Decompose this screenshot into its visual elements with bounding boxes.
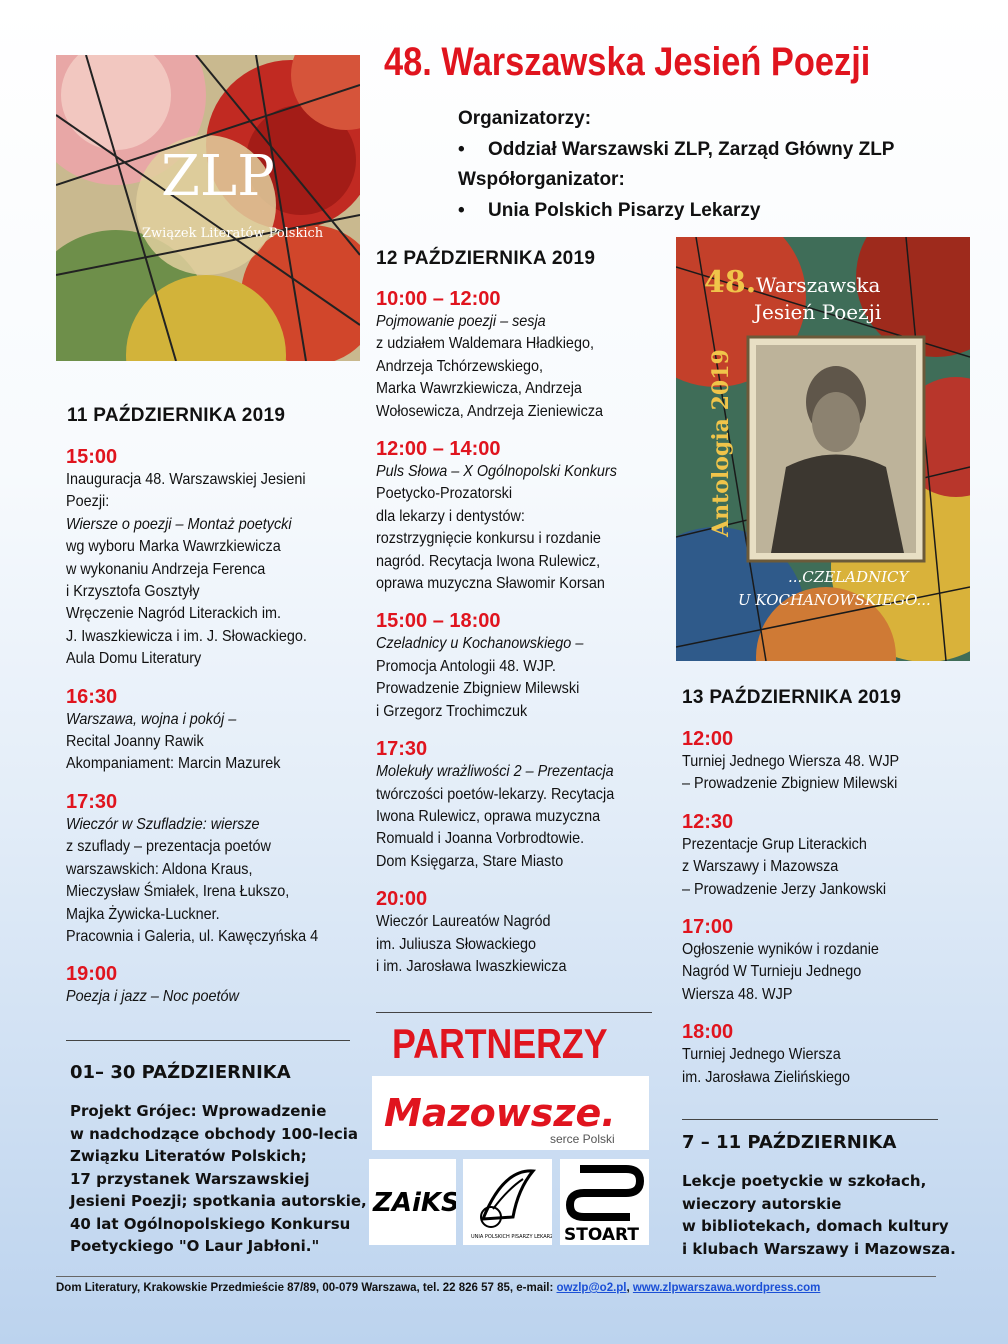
text-line: Ogłoszenie wyników i rozdanie bbox=[682, 941, 879, 959]
day13-time-1: 12:00 bbox=[682, 728, 734, 750]
text-line: im. Jarosława Zielińskiego bbox=[682, 1068, 851, 1086]
text-line: im. Juliusza Słowackiego bbox=[376, 935, 537, 953]
stoart-logo-art bbox=[560, 1159, 649, 1245]
day11-time-2: 16:30 bbox=[66, 685, 118, 708]
anthology-cover bbox=[676, 237, 970, 661]
text-line: Inauguracja 48. Warszawskiej Jesieni bbox=[66, 471, 306, 488]
cover-subtitle-1: ...CZELADNICY bbox=[788, 568, 909, 586]
text-line: Poetyckiego "O Laur Jabłoni." bbox=[70, 1237, 320, 1255]
day11-time-3: 17:30 bbox=[66, 790, 118, 813]
cover-side-text: Antologia 2019 bbox=[708, 349, 734, 537]
text-line: Puls Słowa – X Ogólnopolski Konkurs bbox=[376, 463, 617, 481]
text-line: Molekuły wrażliwości 2 – Prezentacja bbox=[376, 763, 614, 781]
day12-desc-4 bbox=[376, 761, 666, 873]
text-line: i Krzysztofa Gosztyły bbox=[66, 583, 200, 601]
text-line: Poezja i jazz – Noc poetów bbox=[66, 988, 239, 1006]
day12-time-5: 20:00 bbox=[376, 888, 428, 911]
text-line: Aula Domu Literatury bbox=[66, 650, 202, 668]
range1-text bbox=[70, 1100, 367, 1258]
text-line: Projekt Grójec: Wprowadzenie bbox=[70, 1102, 327, 1120]
divider bbox=[682, 1119, 938, 1120]
text-line: wg wyboru Marka Wawrzkiewicza bbox=[66, 538, 281, 556]
stoart-word: STOART bbox=[564, 1225, 639, 1245]
text-line: Promocja Antologii 48. WJP. bbox=[376, 657, 556, 675]
text-line: Romuald i Joanna Vorbrodtowie. bbox=[376, 830, 585, 848]
text-line: i im. Jarosława Iwaszkiewicza bbox=[376, 957, 567, 975]
anthology-cover-art bbox=[676, 237, 970, 661]
text-line: i Grzegorz Trochimczuk bbox=[376, 702, 528, 720]
text-line: warszawskich: Aldona Kraus, bbox=[66, 860, 253, 878]
text-line: 17 przystanek Warszawskiej bbox=[70, 1169, 310, 1188]
zlp-subtitle: Związek Literatów Polskich bbox=[142, 226, 324, 241]
uppl-logo-art bbox=[463, 1159, 552, 1245]
footer bbox=[56, 1282, 936, 1294]
day12-time-2: 12:00 – 14:00 bbox=[376, 438, 501, 461]
text-line: i klubach Warszawy i Mazowsza. bbox=[682, 1239, 956, 1258]
day11-time-4: 19:00 bbox=[66, 963, 118, 986]
text-line: Wiersza 48. WJP bbox=[682, 985, 793, 1003]
cover-title-2: Jesień Poezji bbox=[754, 300, 882, 324]
co-organizer-label: Współorganizator: bbox=[458, 169, 625, 190]
footer-email-link[interactable]: owzlp@o2.pl bbox=[556, 1282, 627, 1294]
day13-time-2: 12:30 bbox=[682, 810, 734, 833]
zlp-logo-art bbox=[56, 55, 360, 361]
day13-desc-3 bbox=[682, 939, 972, 1006]
text-line: Pojmowanie poezji – sesja bbox=[376, 313, 546, 330]
text-line: Czeladnicy u Kochanowskiego – bbox=[376, 635, 584, 653]
text-line: Wieczór w Szufladzie: wiersze bbox=[66, 815, 260, 833]
day11-desc-4 bbox=[66, 986, 366, 1008]
co-organizer-item: • Unia Polskich Pisarzy Lekarzy bbox=[458, 196, 978, 227]
text-line: – Prowadzenie Zbigniew Milewski bbox=[682, 775, 898, 793]
text-line: Wiersze o poezji – Montaż poetycki bbox=[66, 515, 292, 533]
text-line: Poetycko-Prozatorski bbox=[376, 485, 513, 503]
footer-divider bbox=[56, 1276, 936, 1277]
day12-time-3: 15:00 – 18:00 bbox=[376, 610, 501, 633]
day11-header: 11 PAŹDZIERNIKA 2019 bbox=[67, 405, 286, 426]
day12-time-4: 17:30 bbox=[376, 738, 428, 761]
text-line: Wręczenie Nagród Literackich im. bbox=[66, 605, 282, 623]
uppl-caption: UNIA POLSKICH PISARZY LEKARZY bbox=[471, 1234, 552, 1240]
divider bbox=[66, 1040, 350, 1041]
text-line: Akompaniament: Marcin Mazurek bbox=[66, 755, 281, 773]
text-line: w nadchodzące obchody 100-lecia bbox=[70, 1124, 359, 1143]
mazowsze-word: Mazowsze. bbox=[384, 1091, 616, 1135]
text-line: Recital Joanny Rawik bbox=[66, 733, 204, 751]
text-line: dla lekarzy i dentystów: bbox=[376, 507, 525, 525]
text-line: w bibliotekach, domach kultury bbox=[682, 1217, 949, 1235]
text-line: Jesieni Poezji; spotkania autorskie, bbox=[70, 1192, 367, 1210]
text-line: Turniej Jednego Wiersza bbox=[682, 1046, 841, 1064]
day12-time-1: 10:00 – 12:00 bbox=[376, 288, 501, 310]
zaiks-logo-art bbox=[369, 1159, 456, 1245]
text-line: rozstrzygnięcie konkursu i rozdanie bbox=[376, 530, 601, 548]
text-line: twórczości poetów-lekarzy. Recytacja bbox=[376, 785, 615, 803]
cover-number: 48. bbox=[704, 265, 757, 300]
range1-header: 01– 30 PAŹDZIERNIKA bbox=[70, 1062, 291, 1083]
day12-desc-5 bbox=[376, 911, 666, 978]
text-line: wieczory autorskie bbox=[682, 1194, 842, 1213]
text-line: Wołosewicza, Andrzeja Zieniewicza bbox=[376, 402, 604, 420]
text-line: Lekcje poetyckie w szkołach, bbox=[682, 1172, 927, 1190]
text-line: Nagród W Turnieju Jednego bbox=[682, 963, 862, 981]
day11-desc-3 bbox=[66, 814, 366, 948]
day12-desc-3 bbox=[376, 633, 666, 723]
mazowsze-logo-art bbox=[372, 1076, 649, 1150]
text-line: oprawa muzyczna Sławomir Korsan bbox=[376, 575, 605, 593]
day13-time-4: 18:00 bbox=[682, 1021, 734, 1044]
uppl-logo[interactable] bbox=[463, 1159, 552, 1245]
zlp-mark: ZLP bbox=[161, 144, 275, 209]
text-line: Dom Księgarza, Stare Miasto bbox=[376, 852, 564, 870]
cover-subtitle-2: U KOCHANOWSKIEGO... bbox=[738, 591, 931, 609]
text-line: z szuflady – prezentacja poetów bbox=[66, 838, 271, 856]
cover-title-1: Warszawska bbox=[756, 273, 881, 297]
day13-events bbox=[682, 727, 972, 1103]
day12-desc-1 bbox=[376, 311, 666, 423]
text-line: Warszawa, wojna i pokój – bbox=[66, 710, 237, 728]
range2-text bbox=[682, 1170, 982, 1260]
footer-address: Dom Literatury, Krakowskie Przedmieście 87/89, 00-079 Warszawa, tel. 22 826 57 85, e-mail: bbox=[56, 1282, 557, 1294]
text-line: Pracownia i Galeria, ul. Kawęczyńska 4 bbox=[66, 927, 319, 945]
day13-desc-4 bbox=[682, 1044, 972, 1089]
organizers-item: • Oddział Warszawski ZLP, Zarząd Główny ZLP bbox=[458, 135, 978, 166]
day12-header: 12 PAŹDZIERNIKA 2019 bbox=[376, 248, 596, 269]
text-line: – Prowadzenie Jerzy Jankowski bbox=[682, 880, 887, 898]
range2-header: 7 – 11 PAŹDZIERNIKA bbox=[682, 1132, 897, 1153]
text-line: Związku Literatów Polskich; bbox=[70, 1147, 307, 1165]
text-line: z udziałem Waldemara Hładkiego, bbox=[376, 335, 594, 353]
partners-title: PARTNERZY bbox=[392, 1020, 608, 1067]
day12-desc-2 bbox=[376, 461, 666, 595]
text-line: Poezji: bbox=[66, 493, 110, 511]
text-line: Andrzeja Tchórzewskiego, bbox=[376, 357, 544, 375]
day13-desc-2 bbox=[682, 834, 972, 901]
footer-website-link[interactable]: www.zlpwarszawa.wordpress.com bbox=[632, 1282, 821, 1294]
zaiks-logo[interactable] bbox=[369, 1159, 456, 1245]
text-line: Marka Wawrzkiewicza, Andrzeja bbox=[376, 380, 582, 398]
text-line: w wykonaniu Andrzeja Ferenca bbox=[66, 560, 266, 578]
day13-time-3: 17:00 bbox=[682, 916, 734, 939]
zaiks-word: ZAiKS bbox=[373, 1188, 456, 1218]
divider bbox=[376, 1012, 652, 1013]
footer-separator: , bbox=[626, 1282, 633, 1294]
text-line: Turniej Jednego Wiersza 48. WJP bbox=[682, 753, 900, 770]
day11-events bbox=[66, 445, 366, 1023]
text-line: z Warszawy i Mazowsza bbox=[682, 858, 839, 876]
zlp-logo-image bbox=[56, 55, 360, 361]
stoart-logo[interactable] bbox=[560, 1159, 649, 1245]
day12-events bbox=[376, 287, 666, 992]
mazowsze-logo[interactable] bbox=[372, 1076, 649, 1150]
text-line: Mieczysław Śmiałek, Irena Łukszo, bbox=[66, 883, 290, 901]
day11-time-1: 15:00 bbox=[66, 446, 118, 468]
text-line: J. Iwaszkiewicza i im. J. Słowackiego. bbox=[66, 627, 307, 645]
day13-header: 13 PAŹDZIERNIKA 2019 bbox=[682, 687, 902, 708]
day11-desc-2 bbox=[66, 709, 366, 776]
organizers-block bbox=[458, 104, 978, 226]
text-line: Prowadzenie Zbigniew Milewski bbox=[376, 680, 580, 698]
text-line: Prezentacje Grup Literackich bbox=[682, 835, 867, 853]
text-line: Majka Żywicka-Luckner. bbox=[66, 905, 220, 923]
page-title: 48. Warszawska Jesień Poezji bbox=[384, 40, 871, 84]
text-line: Iwona Rulewicz, oprawa muzyczna bbox=[376, 807, 601, 825]
text-line: Wieczór Laureatów Nagród bbox=[376, 913, 551, 931]
text-line: nagród. Recytacja Iwona Rulewicz, bbox=[376, 552, 601, 570]
text-line: 40 lat Ogólnopolskiego Konkursu bbox=[70, 1214, 351, 1233]
day11-desc-1 bbox=[66, 469, 366, 671]
day13-desc-1 bbox=[682, 751, 972, 796]
mazowsze-tagline: serce Polski bbox=[550, 1132, 615, 1146]
organizers-label: Organizatorzy: bbox=[458, 108, 592, 129]
